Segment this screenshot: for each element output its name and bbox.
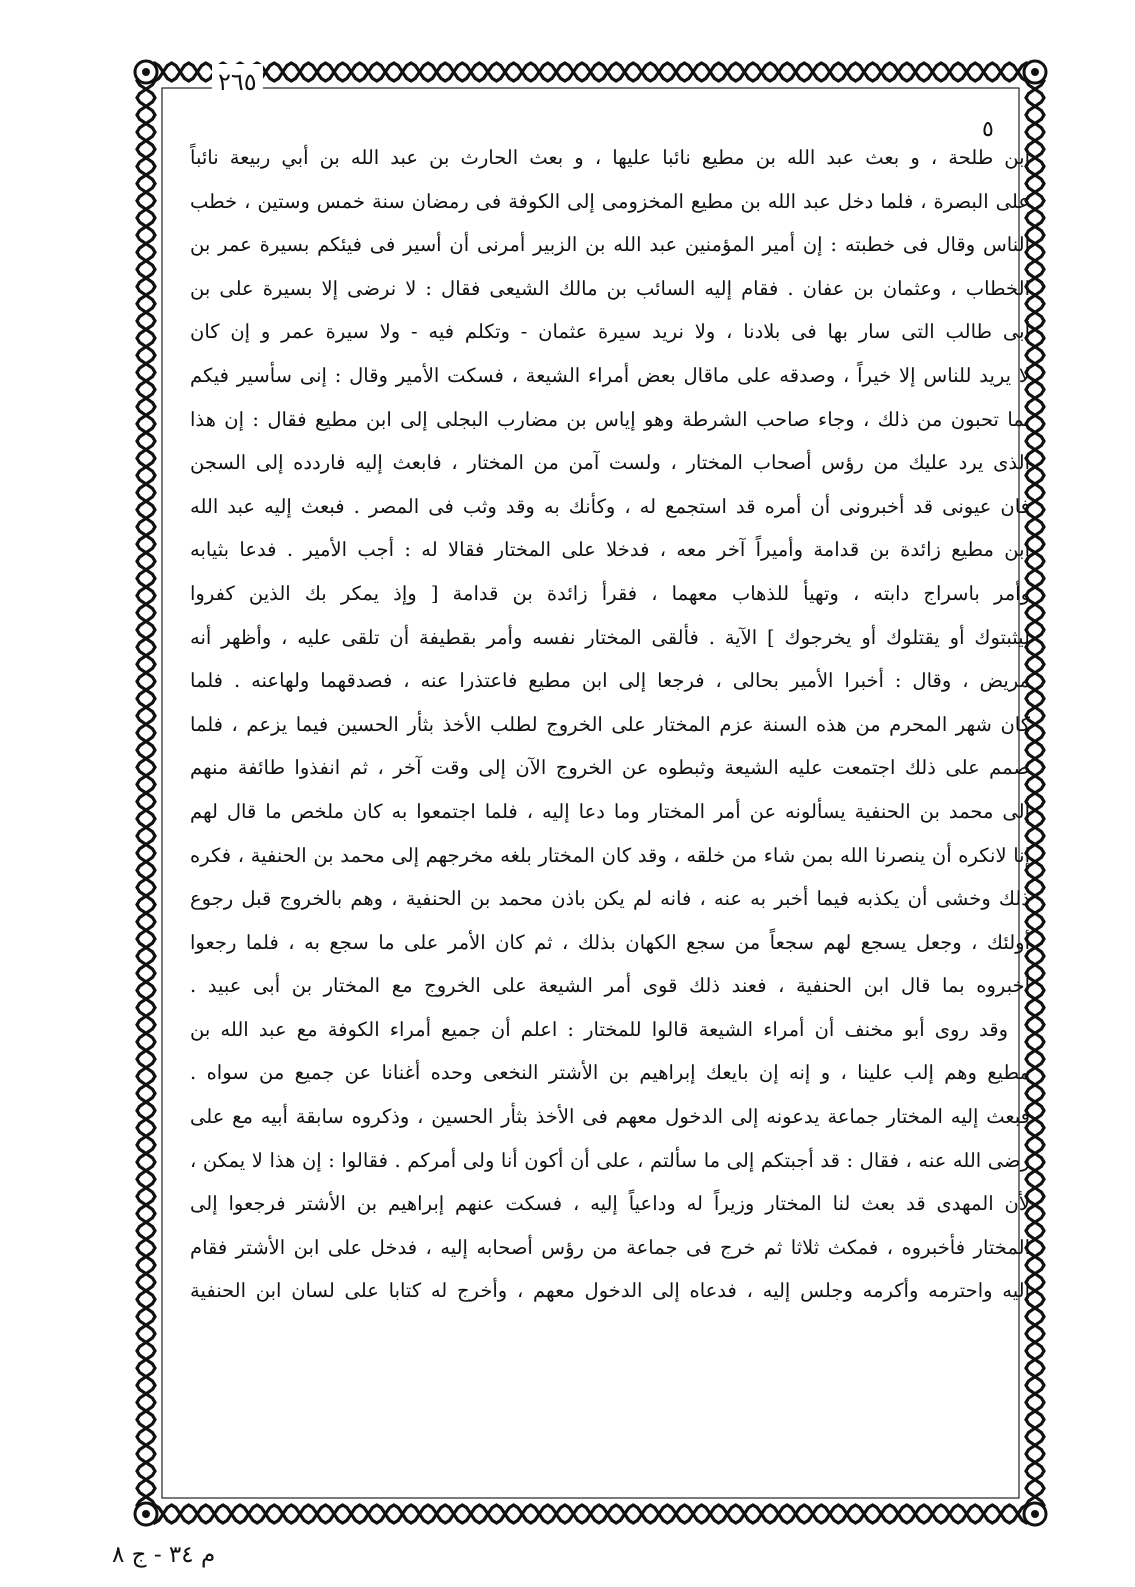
text-line: الخطاب ، وعثمان بن عفان . فقام إليه السائب بن مالك الشيعى فقال : لا نرضى إلا بسيرة على بن <box>190 276 1030 300</box>
text-line: أولئك ، وجعل يسجع لهم سجعاً من سجع الكهان بذلك ، ثم كان الأمر على ما سجع به ، فلما رجعوا <box>190 930 1030 954</box>
text-line: صمم على ذلك اجتمعت عليه الشيعة وثبطوه عن الخروج الآن إلى وقت آخر ، ثم انفذوا طائفة منهم <box>190 756 1030 780</box>
text-line: المختار فأخبروه ، فمكث ثلاثا ثم خرج فى جماعة من رؤس أصحابه إليه ، فدخل على ابن الأشتر فقام <box>190 1235 1030 1259</box>
text-line: ذلك وخشى أن يكذبه فيما أخبر به عنه ، فانه لم يكن باذن محمد بن الحنفية ، وهم بالخروج قبل رجوع <box>190 887 1030 911</box>
text-line: مريض ، وقال : أخبرا الأمير بحالى ، فرجعا إلى ابن مطيع فاعتذرا عنه ، فصدقهما ولهاعنه . فلما <box>190 669 1030 693</box>
text-line: إنا لانكره أن ينصرنا الله بمن شاء من خلقه ، وقد كان المختار بلغه مخرجهم إلى محمد بن الحنفية ، فكره <box>190 843 1030 867</box>
text-line: وقد روى أبو مخنف أن أمراء الشيعة قالوا للمختار : اعلم أن جميع أمراء الكوفة مع عبد الله بن <box>190 1017 1008 1041</box>
text-line: الناس وقال فى خطبته : إن أمير المؤمنين عبد الله بن الزبير أمرنى أن أسير فى فيئكم بسيرة عمر بن <box>190 233 1030 257</box>
text-line: كان شهر المحرم من هذه السنة عزم المختار على الخروج لطلب الأخذ بثأر الحسين فيما يزعم ، فلما <box>190 712 1030 736</box>
text-line: رضى الله عنه ، فقال : قد أجبتكم إلى ما سألتم ، على أن أكون أنا ولى أمركم . فقالوا : إن هذا لا يمكن ، <box>190 1148 1030 1172</box>
body-text <box>190 136 1030 1313</box>
text-line: فان عيونى قد أخبرونى أن أمره قد استجمع له ، وكأنك به وقد وثب فى المصر . فبعث إليه عبد الله <box>190 494 1030 518</box>
text-line: إلى محمد بن الحنفية يسألونه عن أمر المختار وما دعا إليه ، فلما اجتمعوا به كان ملخص ما قال لهم <box>190 799 1030 823</box>
section-mark: ٥ <box>982 117 994 142</box>
signature-mark: م ٣٤ - ج ٨ <box>112 1542 216 1568</box>
text-line: مطيع وهم إلب علينا ، و إنه إن بايعك إبراهيم بن الأشتر النخعى وحده أغنانا عن جميع من سواه . <box>190 1061 1030 1085</box>
text-line: ليثبتوك أو يقتلوك أو يخرجوك ] الآية . فألقى المختار نفسه وأمر بقطيفة أن تلقى عليه ، وأظهر أنه <box>190 625 1030 649</box>
text-line: ابن مطيع زائدة بن قدامة وأميراً آخر معه ، فدخلا على المختار فقالا له : أجب الأمير . فدعا بثيابه <box>190 538 1030 562</box>
page-number: ٢٦٥ <box>212 64 263 100</box>
text-line: ابن طلحة ، و بعث عبد الله بن مطيع نائبا عليها ، و بعث الحارث بن عبد الله بن أبي ربيعة نائباً <box>190 146 1030 169</box>
text-line: أبى طالب التى سار بها فى بلادنا ، ولا نريد سيرة عثمان - وتكلم فيه - ولا سيرة عمر و إن كان <box>190 320 1030 344</box>
text-line: أخبروه بما قال ابن الحنفية ، فعند ذلك قوى أمر الشيعة على الخروج مع المختار بن أبى عبيد . <box>190 974 1030 998</box>
text-line: وأمر باسراج دابته ، وتهيأ للذهاب معهما ، فقرأ زائدة بن قدامة [ وإذ يمكر بك الذين كفروا <box>190 581 1030 605</box>
text-line: لا يريد للناس إلا خيراً ، وصدقه على ماقال بعض أمراء الشيعة ، فسكت الأمير وقال : إنى سأسير فيكم <box>190 363 1030 387</box>
text-line: على البصرة ، فلما دخل عبد الله بن مطيع المخزومى إلى الكوفة فى رمضان سنة خمس وستين ، خطب <box>190 189 1030 213</box>
text-line: لأن المهدى قد بعث لنا المختار وزيراً له وداعياً إليه ، فسكت عنهم إبراهيم بن الأشتر فرجعوا إلى <box>190 1192 1030 1216</box>
text-line: إليه واحترمه وأكرمه وجلس إليه ، فدعاه إلى الدخول معهم ، وأخرج له كتابا على لسان ابن الحنفية <box>190 1279 1030 1303</box>
text-line: بما تحبون من ذلك ، وجاء صاحب الشرطة وهو إياس بن مضارب البجلى إلى ابن مطيع فقال : إن هذا <box>190 407 1030 431</box>
text-line: فبعث إليه المختار جماعة يدعونه إلى الدخول معهم فى الأخذ بثأر الحسين ، وذكروه سابقة أبيه مع على <box>190 1105 1030 1129</box>
text-line: الذى يرد عليك من رؤس أصحاب المختار ، ولست آمن من المختار ، فابعث إليه فاردده إلى السجن <box>190 451 1030 475</box>
